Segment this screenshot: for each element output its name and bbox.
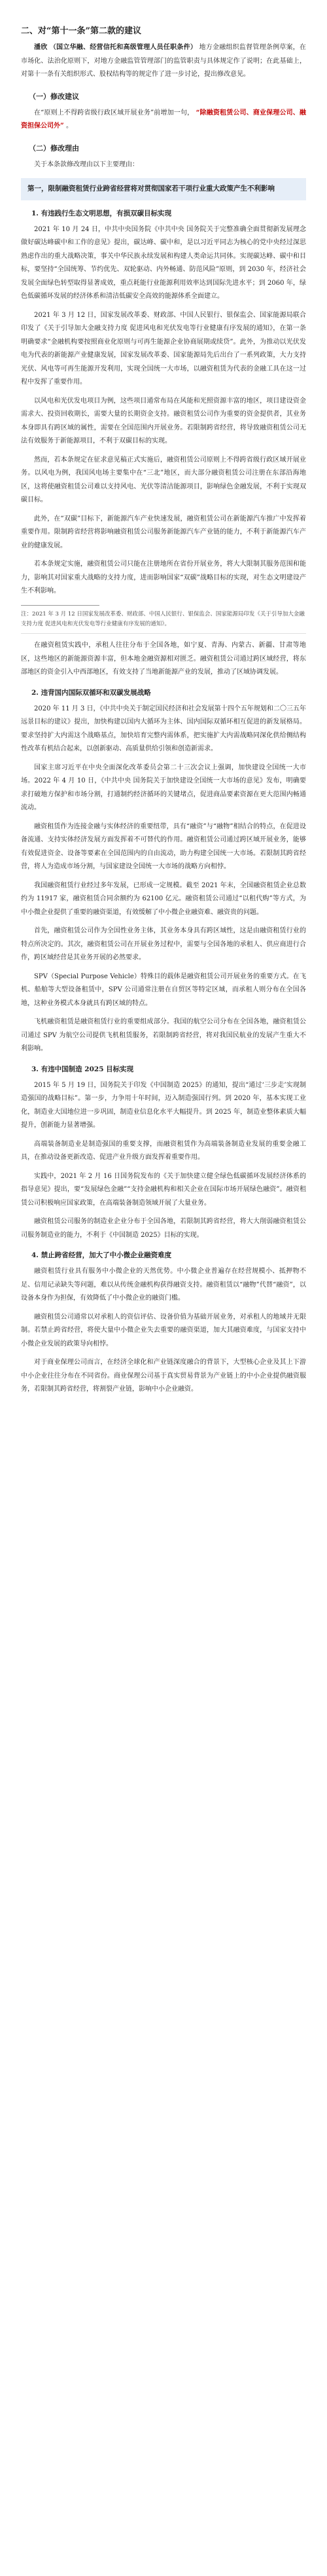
suggestion-text-b: 。 [65,122,73,130]
paragraph-5: 此外，在“双碳”目标下，新能源汽车产业快速发展，融资租赁公司在新能源汽车推广中发挥着重要作用。限制跨省经营将影响融资租赁公司服务新能源汽车产业链的能力，不利于新能源汽车产业的健康发展。 [21,515,306,549]
suggestion-highlight: “除融资租赁公司、商业保理公司、融资担保公司外” [21,109,306,130]
paragraph-12: 首先，融资租赁公司作为全国性业务主体，其业务本身具有跨区域性，这是由融资租赁行业的特点所决定的。其次，融资租赁公司在开展业务过程中，需要与全国各地的承租人、供应商进行合作，跨区域经营是其业务开展的必然要求。 [21,927,306,962]
paragraph-19: 融资租赁行业具有服务中小微企业的天然优势。中小微企业普遍存在经营规模小、抵押物不足、信用记录缺失等问题，难以从传统金融机构获得融资支持。融资租赁以“融物”代替“融资”，以设备本身作为担保，有效降低了中小微企业的融资门槛。 [21,1268,306,1302]
paragraph-18: 融资租赁公司服务的制造业企业分布于全国各地，若限制其跨省经营，将大大削弱融资租赁公司服务制造业的能力，不利于《中国制造 2025》目标的实现。 [21,1218,306,1239]
heading-4: 4. 禁止跨省经营，加大了中小微企业融资难度 [31,1251,172,1260]
heading-3: 3. 有违中国制造 2025 目标实现 [31,1065,134,1073]
paragraph-11: 我国融资租赁行业经过多年发展，已形成一定规模。截至 2021 年末，全国融资租赁企业总数约为 11917 家，融资租赁合同余额约为 62100 亿元。融资租赁公司通过“以租代购”等方式，为中小微企业提供了重要的融资渠道，有效缓解了中小微企业融资难、融资贵的问题。 [21,881,306,916]
reasons-lead: 关于本条款修改理由以下主要理由： [34,160,139,168]
footnote: 注：2021 年 3 月 12 日国家发展改革委、财政部、中国人民银行、银保监会、国家能源局印发《关于引导加大金融支持力度 促进风电和光伏发电等行业健康有序发展的通知》。 [21,610,305,628]
page-divider [21,633,306,634]
paragraph-4: 然而，若本条规定在征求意见稿正式实施后，融资租赁公司原则上不得跨省级行政区域开展业务。以风电为例，我国风电场主要集中在“三北”地区，而大部分融资租赁公司注册在东部沿海地区，这将使融资租赁公司难以支持风电、光伏等清洁能源项目，影响绿色金融发展，不利于实现双碳目标。 [21,456,306,504]
author-name: 潘欣 [34,44,48,51]
paragraph-16: 高端装备制造业是制造强国的重要支撑，而融资租赁作为高端装备制造业发展的重要金融工具，在推动设备更新改造、促进产业升级方面发挥着重要作用。 [21,1140,306,1162]
paragraph-17: 实践中，2021 年 2 月 16 日国务院发布的《关于加快建立健全绿色低碳循环发展经济体系的指导意见》提出，要“发展绿色金融”“支持金融机构和相关企业在国际市场开展绿色融资”。融资租赁公司积极响应国家政策，在高端装备制造领域开展了大量业务。 [21,1172,306,1207]
reason-banner: 第一，限制融资租赁行业跨省经营将对贯彻国家若干项行业重大政策产生不利影响 [21,178,306,200]
heading-1: 1. 有违践行生态文明思想，有损双碳目标实现 [31,209,172,217]
document-page [0,24,327,2576]
paragraph-21: 对于商业保理公司而言，在经济全球化和产业链深度融合的背景下，大型核心企业及其上下游中小企业往往分布在不同省份。商业保理公司基于真实贸易背景为产业链上的中小企业提供融资服务，若限制其跨省经营，将割裂产业链，影响中小企业融资。 [21,1359,306,1393]
paragraph-14: 飞机融资租赁是融资租赁行业的重要组成部分。我国的航空公司分布在全国各地，融资租赁公司通过 SPV 为航空公司提供飞机租赁服务，若限制跨省经营，将对我国民航业的发展产生重大不利影响。 [21,1018,306,1053]
suggestion-text-a: 在“原则上不得跨省级行政区域开展业务”前增加一句， [34,109,194,117]
paragraph-9: 国家主席习近平在中央全面深化改革委员会第二十三次会议上强调，加快建设全国统一大市场。2022 年 4 月 10 日，《中共中央 国务院关于加快建设全国统一大市场的意见》发布，明确要求打破地方保护和市场分割，打通制约经济循环的关键堵点，促进商品要素资源在更大范围内畅通流动。 [21,764,306,812]
paragraph-7: 在融资租赁实践中，承租人往往分布于全国各地，如宁夏、青海、内蒙古、新疆、甘肃等地区，这些地区的新能源资源丰富，但本地金融资源相对匮乏。融资租赁公司通过跨区域经营，将东部地区的资金引入中西部地区，有效支持了当地新能源产业的发展，推动了区域协调发展。 [21,642,306,676]
doc-title: 二、对“第十一条”第二款的建议 [21,26,141,36]
paragraph-8: 2020 年 11 月 3 日，《中共中央关于制定国民经济和社会发展第十四个五年规划和二〇三五年远景目标的建议》提出，加快构建以国内大循环为主体、国内国际双循环相互促进的新发展格局。要求坚持扩大内需这个战略基点，加快培育完整内需体系，把实施扩大内需战略同深化供给侧结构性改革有机结合起来，以创新驱动、高质量供给引领和创造新需求。 [21,705,306,753]
paragraph-6: 若本条规定实施，融资租赁公司只能在注册地所在省份开展业务，将大大限制其服务范围和能力，影响其对国家重大战略的支持力度，进而影响国家“双碳”战略目标的实现，对生态文明建设产生不利影响。 [21,561,306,595]
footnote-separator [21,605,99,606]
author-affiliation: （国立华融、经营信托和高级管理人员任职条件） [49,44,198,51]
paragraph-2: 2021 年 3 月 12 日，国家发展改革委、财政部、中国人民银行、银保监会、国家能源局联合印发了《关于引导加大金融支持力度 促进风电和光伏发电等行业健康有序发展的通知》，在第一条明确要求“金融机构要按照商业化原则与可再生能源企业协商展期或续贷”。此外，为推动以光伏发电为代表的新能源产业健康发展，国家发展改革委、国家能源局先后出台了一系列政策，大力支持光伏、风电等可再生能源开发利用，实现全国统一大市场，以融资租赁为代表的金融工具在这一过程中发挥了重要作用。 [21,311,306,386]
section-title-suggestion: （一）修改建议 [29,92,79,101]
intro-paragraph [21,41,306,82]
intro-text: 地方金融组织监督管理条例草案，在市场化、法治化原则下，对地方金融监管管理部门的监管职责与具体规定作了说明；在此基础上，对第十一条有关组织形式、股权结构等的规定作了进一步讨论，提出修改意见。 [21,44,307,78]
heading-2: 2. 违背国内国际双循环和双碳发展战略 [31,688,151,697]
paragraph-1: 2021 年 10 月 24 日，中共中央国务院《中共中央 国务院关于完整准确全面贯彻新发展理念做好碳达峰碳中和工作的意见》提出，碳达峰、碳中和，是以习近平同志为核心的党中央经过深思熟虑作出的重大战略决策，事关中华民族永续发展和构建人类命运共同体。实现碳达峰、碳中和目标，要坚持“全国统筹、节约优先、双轮驱动、内外畅通、防范风险”原则，到 2030 年，经济社会发展全面绿色转型取得显著成效，重点耗能行业能源利用效率达到国际先进水平；到 2060 年，绿色低碳循环发展的经济体系和清洁低碳安全高效的能源体系全面建立。 [21,225,306,301]
paragraph-3: 以风电和光伏发电项目为例，这些项目通常布局在风能和光照资源丰富的地区，项目建设资金需求大、投资回收期长，需要大量的长期资金支持。融资租赁公司作为重要的资金提供者，其业务本身即具有跨区域的属性，需要在全国范围内开展业务。若限制跨省经营，将导致融资租赁公司无法有效服务于新能源项目，不利于双碳目标的实现。 [21,397,306,445]
section-title-reasons: （二）修改理由 [29,143,79,153]
paragraph-13: SPV（Special Purpose Vehicle）特殊目的载体是融资租赁公司开展业务的重要方式。在飞机、船舶等大型设备租赁中，SPV 公司通常注册在自贸区等特定区域，而承租人则分布在全国各地，这种业务模式本身就具有跨区域的特点。 [21,972,306,1007]
paragraph-10: 融资租赁作为连接金融与实体经济的重要纽带，具有“融资”与“融物”相结合的特点，在促进设备流通、支持实体经济发展方面发挥着不可替代的作用。融资租赁公司通过跨区域开展业务，能够有效促进资金、设备等要素在全国范围内的自由流动，助力构建全国统一大市场。若限制其跨省经营，将人为造成市场分割，与国家建设全国统一大市场的战略方向相悖。 [21,822,306,871]
paragraph-20: 融资租赁公司通常以对承租人的资信评估、设备价值为基础开展业务，对承租人的地域并无限制。若禁止跨省经营，将使大量中小微企业失去重要的融资渠道，加大其融资难度，与国家支持中小微企业发展的政策导向相悖。 [21,1313,306,1348]
suggestion-paragraph [21,107,306,134]
paragraph-15: 2015 年 5 月 19 日，国务院关于印发《中国制造 2025》的通知，提出“通过‘三步走’实现制造强国的战略目标”。第一步，力争用十年时间，迈入制造强国行列。到 2020 年，基本实现工业化，制造业大国地位进一步巩固，制造业信息化水平大幅提升。到 2025 年，制造业整体素质大幅提升，创新能力显著增强。 [21,1081,306,1130]
